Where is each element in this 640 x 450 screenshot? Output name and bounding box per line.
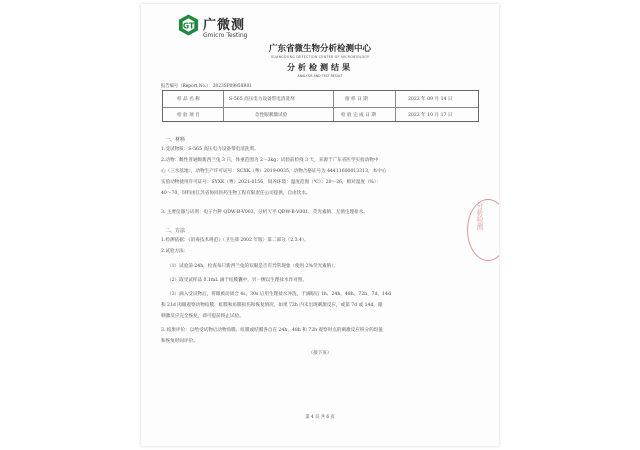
center-name-cn: 广东省微生物分析检测中心 [268, 44, 371, 54]
report-number: 报告编号（Report No.）：2023SP09858R01 [161, 84, 252, 89]
finish-date-value: 2023 年 10 月 17 日 [408, 113, 453, 118]
sample-name-label: 样 品 名 称 [177, 97, 200, 102]
method-step-2: （2）取受试样品 0.1mL 滴于结膜囊中，另一侧以生理盐水作对照。 [167, 278, 307, 283]
table-row-divider [163, 107, 478, 108]
continued-note: （接下页） [308, 351, 332, 356]
method-step-3-line: （3）滴入受试物后，将眼被动闭合 4s，30s 后用生理盐水冲洗，于滴眼后 1h、24h、48h、72h、7d、14d [167, 292, 391, 297]
receive-date-value: 2023 年 09 月 14 日 [408, 97, 453, 102]
finish-date-label: 检 验 完 成 日 期 [341, 113, 376, 118]
method-step-3-line: 刺激反应完全恢复，即可提前终止试验。 [161, 314, 244, 319]
table-col-divider [395, 91, 396, 121]
table-col-divider [333, 91, 334, 121]
method-evaluation-line: 3. 结果评价：以给受试物后动物角膜、虹膜或结膜各自在 24h、48h 和 72h 观察时点的刺激反应积分的均值 [161, 328, 383, 333]
brand-name-en: Gmicro Testing [203, 32, 248, 39]
receive-date-label: 接 样 日 期 [345, 97, 368, 102]
sample-info-table [162, 90, 479, 122]
page-number: 第 4 页 共 6 页 [305, 415, 335, 420]
section-methods-title: 二、方法 [165, 228, 186, 234]
brand-name-cn: 广微测 [203, 18, 246, 33]
svg-text:GT: GT [182, 21, 195, 31]
test-item-label: 检 验 项 目 [177, 113, 200, 118]
material-item-2-line: 2.动物：雌性普通级新西兰兔 3 只，体重范围为 2～3kg；试验前检疫 3 天，来源于广东省医学实验动物中 [161, 158, 379, 163]
method-basis: 1.检测依据：《消毒技术规范》（卫生部 2002 年版）第二部分（2.3.4）。 [161, 238, 309, 243]
gmicro-logo-icon [177, 13, 200, 37]
material-item-2-line: 心（三水基地），动物生产许可证号：SCXK（粤）2019-0035，动物合格证号为 44411600013313，本中心 [161, 169, 387, 174]
material-item-2-line: 实验动物使用许可证号：SYXK（粤）2021-0156，饲养环境：温度范围（℃）：20～26，相对湿度（%）： [161, 180, 381, 185]
document-title: 分析检测结果 [287, 63, 353, 72]
material-item-1: 1.受试物质：S-565 高压电力设备带电清洗剂。 [161, 147, 259, 152]
center-name-en: GUANGDONG DETECTION CENTER OF MICROBIOLOGY [270, 55, 370, 59]
method-step-3-line: 和 21d 肉眼观察动物结膜、虹膜和角膜损伤和恢复情况，如果 72h 内未出现刺激反应，或第 7d 或 14d，眼 [161, 303, 383, 308]
table-col-divider [223, 91, 224, 121]
report-page [141, 4, 499, 446]
test-item-value: 急性眼刺激试验 [255, 113, 288, 118]
method-procedure-title: 2.试验方法： [161, 249, 189, 254]
material-item-3: 3. 主要仪器与试剂：电子台秤 QDW-B-V003、分析天平 QDW-B-V001、荧光素钠、无菌生理盐水。 [161, 210, 368, 215]
sample-name-value: S-565 高压电力设备带电清洗剂 [229, 97, 295, 102]
document-title-en: ANALYSIS AND TEST RESULT [297, 74, 343, 78]
section-materials-title: 一、材料 [165, 137, 186, 143]
official-seal-text: 分析检测 [476, 202, 484, 230]
method-step-1: （1）试验前 24h，检查每只新西兰兔的双眼是否有异常现象（使用 2%荧光素钠）。 [167, 264, 339, 269]
method-evaluation-line: 和恢复时间评价。 [161, 339, 198, 344]
material-item-2-line: 40～70，饲料由江苏省协同医药生物工程有限责任公司提供，自由饮水。 [161, 191, 311, 196]
